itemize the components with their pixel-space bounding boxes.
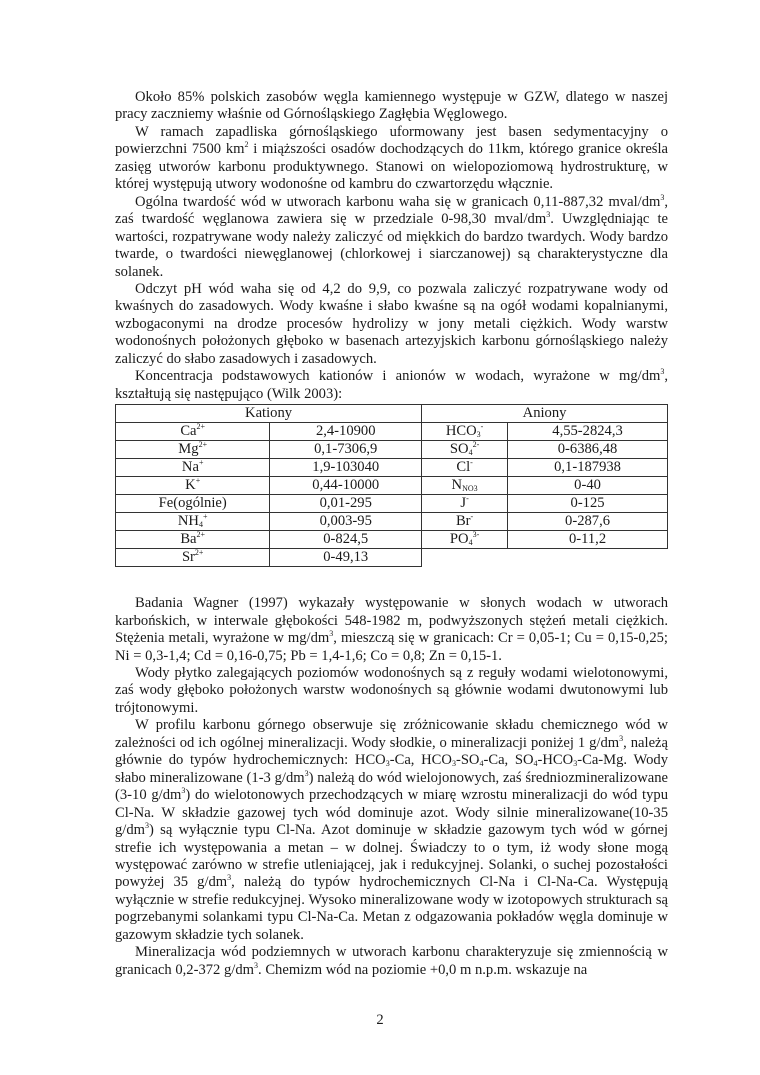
cation-range: 2,4-10900: [270, 423, 422, 441]
anion-name: $N_{NO3}$: [422, 477, 508, 495]
anion-name: Br-: [422, 513, 508, 531]
paragraph: Wody płytko zalegających poziomów wodonośnych są z reguły wodami wielotonowymi, zaś wody głęboko położonych warstw wodonośnych są głównie wodami dwutonowymi lub trójtonowymi.: [115, 664, 668, 716]
anion-name: J-: [422, 495, 508, 513]
anion-range: 4,55-2824,3: [508, 423, 668, 441]
table-row: [116, 441, 668, 459]
anion-range: 0-11,2: [508, 531, 668, 549]
cation-range: 0-824,5: [270, 531, 422, 549]
cation-name: Fe(ogólnie): [116, 495, 270, 513]
cation-range: 0,1-7306,9: [270, 441, 422, 459]
paragraph: W profilu karbonu górnego obserwuje się zróżnicowanie składu chemicznego wód w zależności od ich ogólnej mineralizacji. Wody słodkie, o mineralizacji poniżej 1 $g/dm^3$, należą głównie do typów hydrochemicznych: $HCO_3-Ca$, $HCO_3-SO_4-Ca$, $SO_4-HCO_3-Ca-Mg$. Wody słabo mineralizowane (1-3 $g/dm^3$) należą do wód wielojonowych, zaś średniozmineralizowane (3-10 $g/dm^3$) do wielotonowych przechodzących w miarę wzrostu mineralizacji do wód typu Cl-Na. W składzie gazowej tych wód dominuje azot. Wody silnie mineralizowane(10-35 $g/dm^3$) są wyłącznie typu Cl-Na. Azot dominuje w składzie gazowym tych wód w górnej strefie ich występowania a metan – w dolnej. Świadczy to o tym, iż wody słone mogą występować zarówno w strefie utleniającej, jak i redukcyjnej. Solanki, o suchej pozostałości powyżej 35 $g/dm^3$, należą do typów hydrochemicznych Cl-Na i Cl-Na-Ca. Występują wyłącznie w strefie redukcyjnej. Wysoko mineralizowane wody w izotopowych strukturach są pogrzebanymi solankami typu Cl-Na-Ca. Metan z odgazowania pokładów węgla dominuje w gazowym składzie tych solanek.: [115, 717, 668, 943]
page-number: 2: [376, 1012, 384, 1028]
cation-name: $Mg^{2+}$: [116, 441, 270, 459]
cation-name: $NH_4^+$: [116, 513, 270, 531]
paragraph: Odczyt pH wód waha się od 4,2 do 9,9, co pozwala zaliczyć rozpatrywane wody od kwaśnych do zasadowych. Wody kwaśne i słabo kwaśne są na ogół wodami kopalnianymi, wzbogaconymi na drodze procesów hydrolizy w jony metali ciężkich. Wody warstw wodonośnych położonych głęboko w basenach artezyjskich karbonu górnośląskiego należy zaliczyć do słabo zasadowych i zasadowych.: [115, 280, 668, 367]
paragraph: Ogólna twardość wód w utworach karbonu waha się w granicach 0,11-887,32 mval/$dm^3$, zaś twardość węglanowa zawiera się w przedziale 0-98,30 mval/$dm^3$. Uwzględniając te wartości, rozpatrywane wody należy zaliczyć od miękkich do bardzo twardych. Wody bardzo twarde, o twardości niewęglanowej (chlorkowej i siarczanowej) są charakterystyczne dla solanek.: [115, 192, 669, 280]
table-row: [116, 531, 668, 549]
cation-range: 1,9-103040: [270, 459, 422, 477]
anion-range: 0-287,6: [508, 513, 668, 531]
anion-name: Cl-: [422, 459, 508, 477]
paragraph: Mineralizacja wód podziemnych w utworach karbonu charakteryzuje się zmiennością w granicach 0,2-372 $g/dm^3$. Chemizm wód na poziomie +0,0 m n.p.m. wskazuje na: [115, 944, 668, 978]
document-page: [115, 89, 668, 979]
table-row: [116, 477, 668, 495]
cation-name: $Ca^{2+}$: [116, 423, 270, 441]
text-section-bottom: [115, 595, 668, 979]
paragraph: Około 85% polskich zasobów węgla kamiennego występuje w GZW, dlatego w naszej pracy zaczniemy właśnie od Górnośląskiego Zagłębia Węglowego.: [115, 89, 668, 123]
ion-concentration-table: [115, 404, 668, 567]
cation-name: $Sr^{2+}$: [116, 549, 270, 567]
table-row: [116, 495, 668, 513]
cation-range: 0,44-10000: [270, 477, 422, 495]
paragraph: W ramach zapadliska górnośląskiego uformowany jest basen sedymentacyjny o powierzchni 7500 $km^2$ i miąższości osadów dochodzących do 11km, którego granice określa zasięg utworów karbonu produktywnego. Stanowi on wielopoziomową hydrostrukturę, w której występują utwory wodonośne od kambru do czwartorzędu włącznie.: [115, 123, 669, 193]
text-section-top: [115, 89, 668, 403]
header-anions: Aniony: [422, 405, 668, 423]
cation-range: 0,003-95: [270, 513, 422, 531]
anion-range: 0-6386,48: [508, 441, 668, 459]
table-row: [116, 549, 668, 567]
anion-range: 0-125: [508, 495, 668, 513]
anion-name: $SO_4^{2-}$: [422, 441, 508, 459]
cation-range: 0-49,13: [270, 549, 422, 567]
header-cations: Kationy: [116, 405, 422, 423]
cation-name: Na+: [116, 459, 270, 477]
anion-range: [508, 549, 668, 567]
paragraph: Koncentracja podstawowych kationów i anionów w wodach, wyrażone w $mg/dm^3$, kształtują się następująco (Wilk 2003):: [115, 367, 668, 402]
table-row: [116, 423, 668, 441]
table-header-row: [116, 405, 668, 423]
cation-name: K+: [116, 477, 270, 495]
anion-name: $HCO_3^-$: [422, 423, 508, 441]
anion-name: [422, 549, 508, 567]
anion-range: 0-40: [508, 477, 668, 495]
anion-range: 0,1-187938: [508, 459, 668, 477]
anion-name: $PO_4^{3-}$: [422, 531, 508, 549]
cation-range: 0,01-295: [270, 495, 422, 513]
cation-name: $Ba^{2+}$: [116, 531, 270, 549]
table-row: [116, 459, 668, 477]
table-row: [116, 513, 668, 531]
paragraph: Badania Wagner (1997) wykazały występowanie w słonych wodach w utworach karbońskich, w interwale głębokości 548-1982 m, podwyższonych stężeń metali ciężkich. Stężenia metali, wyrażone w $mg/dm^3$, mieszczą się w granicach: Cr = 0,05-1; Cu = 0,15-0,25; Ni = 0,3-1,4; Cd = 0,16-0,75; Pb = 1,4-1,6; Co = 0,8; Zn = 0,15-1.: [115, 595, 668, 664]
